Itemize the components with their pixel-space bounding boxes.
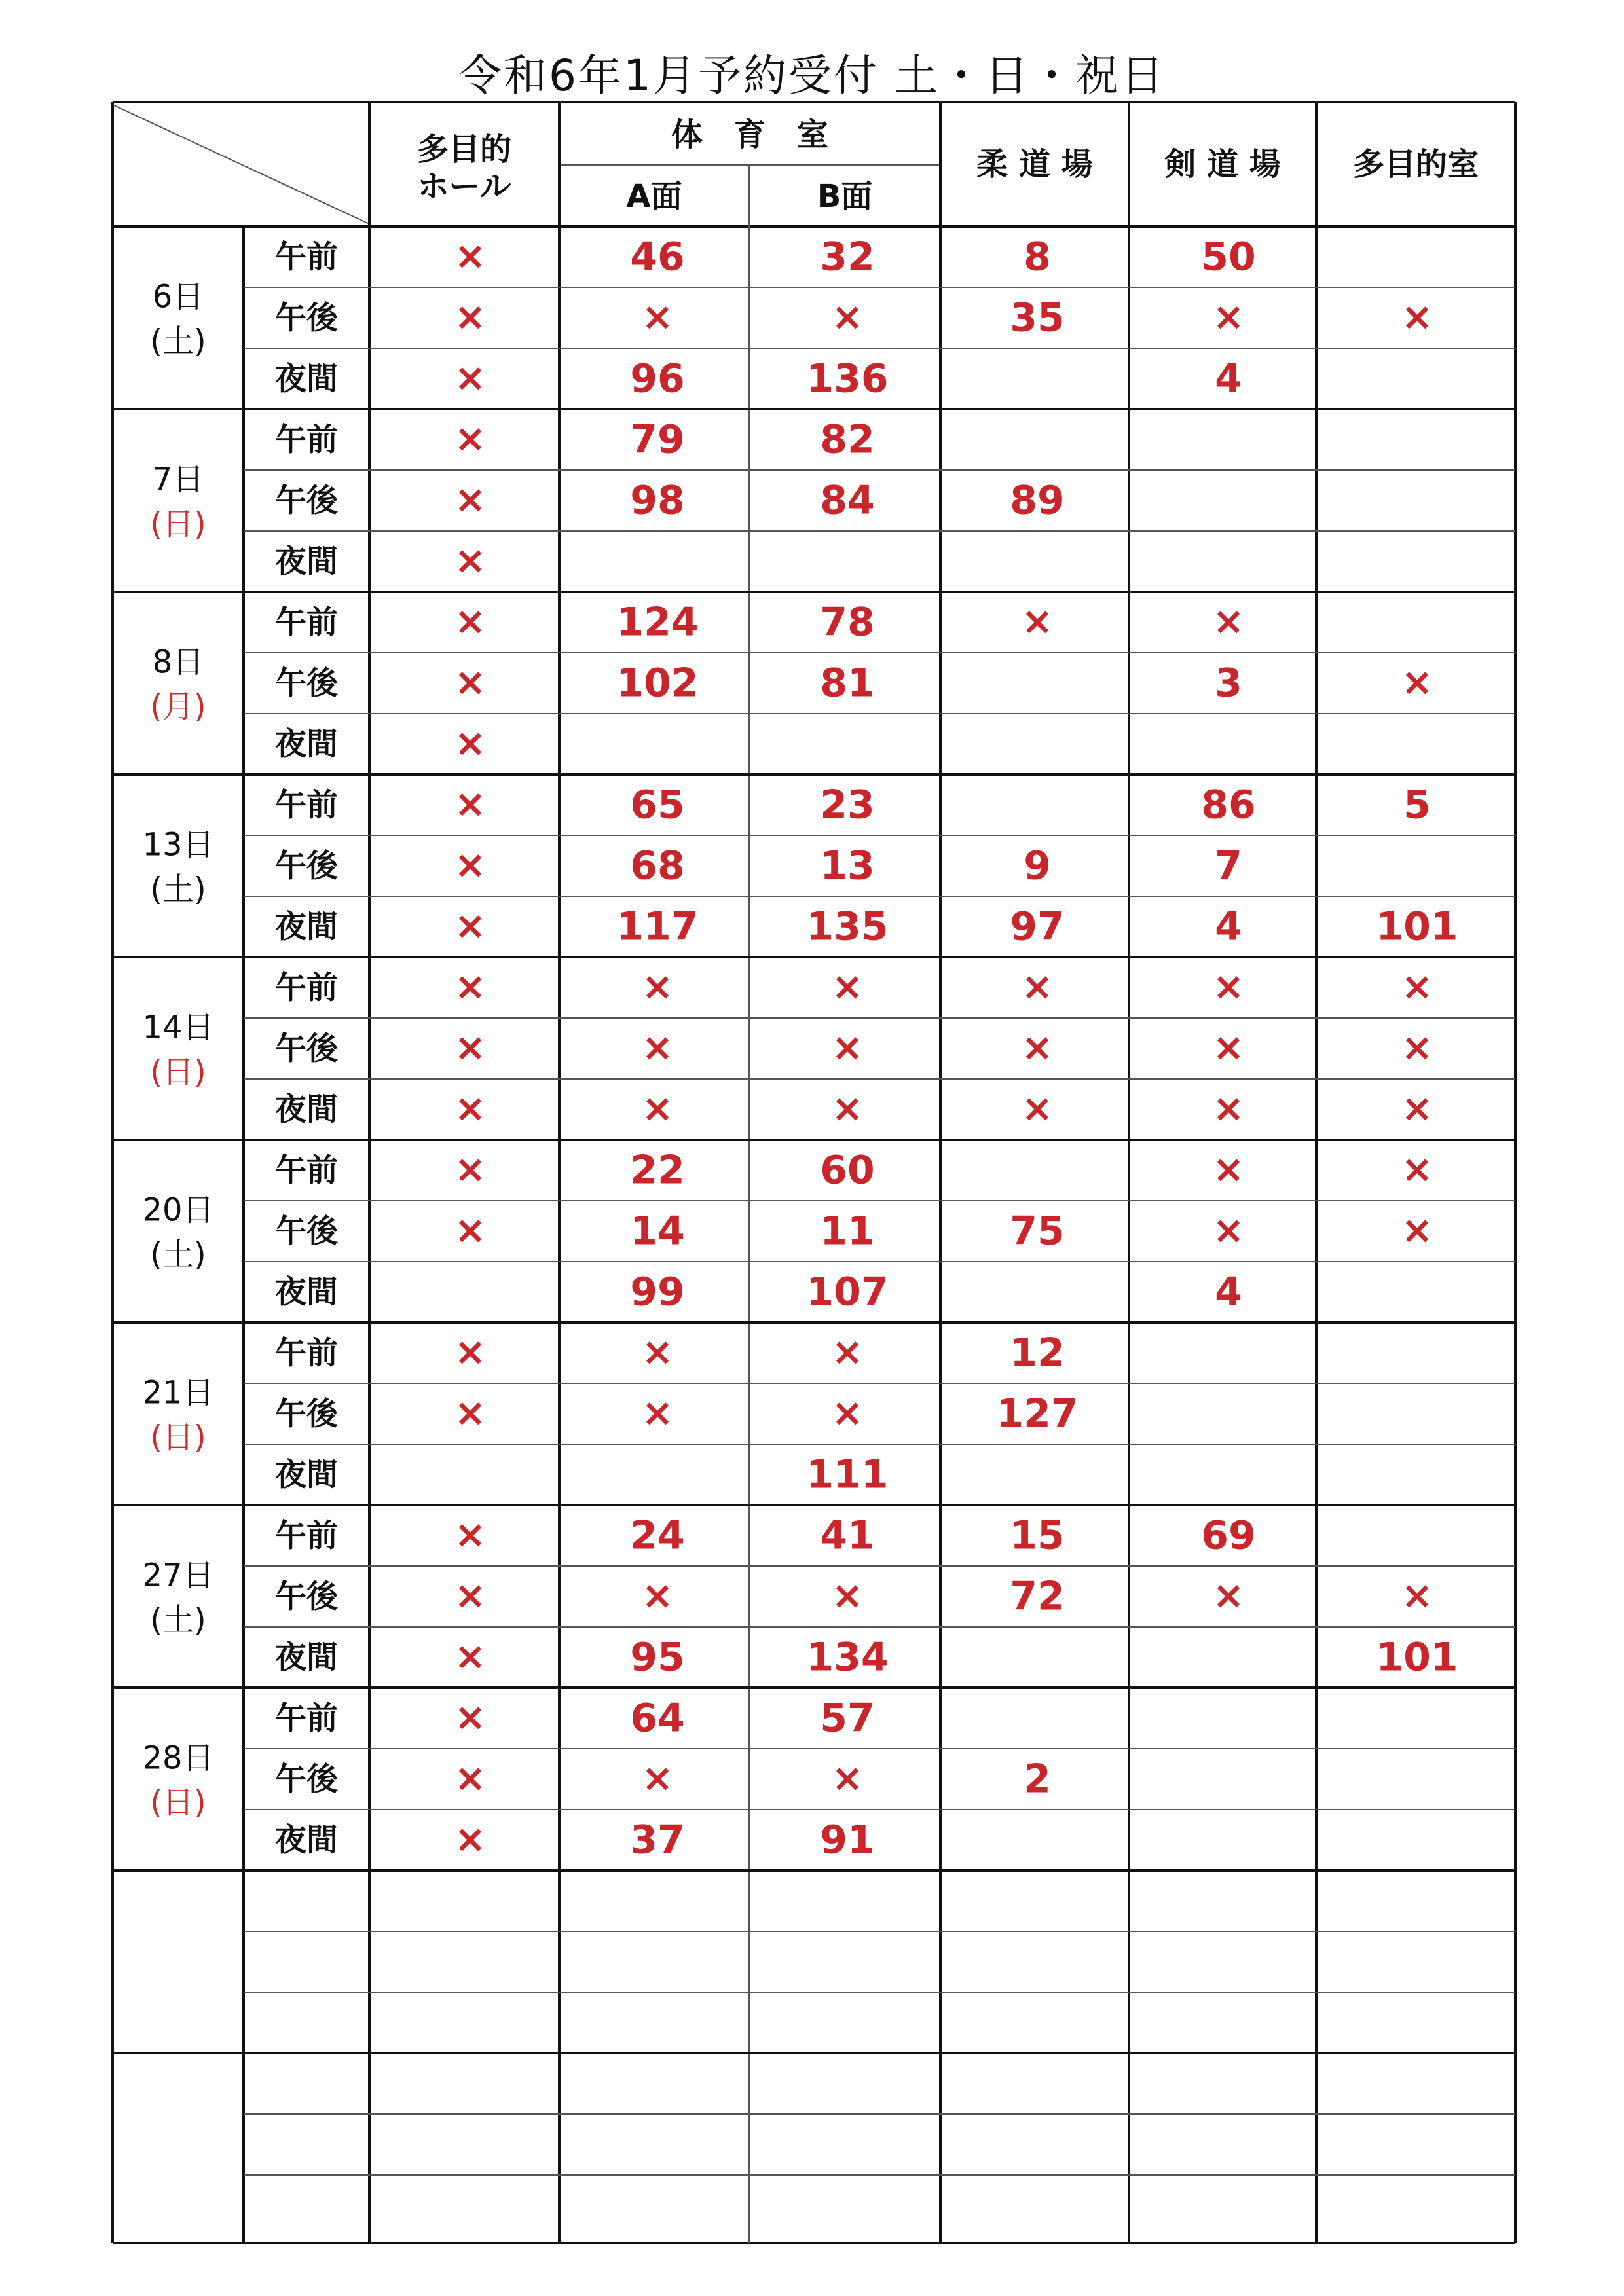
period-label: 午後 <box>274 299 339 337</box>
full-mark: × <box>454 1390 487 1435</box>
period-label: 午後 <box>274 1760 339 1798</box>
full-mark: × <box>454 659 487 704</box>
full-mark: × <box>1401 1146 1433 1192</box>
period-label: 夜間 <box>274 1456 339 1493</box>
reservation-number: 9 <box>1024 843 1051 889</box>
full-mark: × <box>1021 598 1054 644</box>
reservation-number: 4 <box>1215 355 1242 402</box>
reservation-number: 22 <box>630 1147 685 1194</box>
weekday-label: (日) <box>150 505 206 543</box>
weekday-label: (土) <box>150 1236 206 1273</box>
reservation-number: 79 <box>630 416 685 463</box>
period-label: 午後 <box>274 847 339 884</box>
reservation-number: 7 <box>1215 843 1242 889</box>
reservation-number: 101 <box>1376 1634 1458 1681</box>
full-mark: × <box>641 964 674 1009</box>
day-label: 6日 <box>152 278 204 316</box>
day-label: 27日 <box>142 1557 214 1594</box>
full-mark: × <box>1401 1025 1433 1070</box>
full-mark: × <box>454 1755 487 1800</box>
reservation-number: 135 <box>806 903 889 950</box>
full-mark: × <box>454 1573 487 1618</box>
day-label: 8日 <box>152 644 204 681</box>
table-text <box>142 117 1479 1863</box>
reservation-number: 2 <box>1024 1756 1051 1802</box>
reservation-number: 15 <box>1010 1512 1065 1559</box>
full-mark: × <box>454 598 487 644</box>
header-gym-b: B面 <box>817 178 873 215</box>
day-label: 28日 <box>142 1740 214 1777</box>
reservation-number: 95 <box>630 1634 685 1681</box>
weekday-label: (日) <box>150 1419 206 1456</box>
full-mark: × <box>1401 1573 1433 1618</box>
period-label: 夜間 <box>274 1639 339 1676</box>
period-label: 午後 <box>274 1395 339 1432</box>
period-label: 午後 <box>274 1212 339 1250</box>
full-mark: × <box>454 416 487 461</box>
full-mark: × <box>831 1755 864 1800</box>
header-gym: 体 育 室 <box>671 117 829 153</box>
full-mark: × <box>454 1694 487 1740</box>
reservation-number: 64 <box>630 1695 685 1741</box>
reservation-number: 23 <box>820 782 875 828</box>
day-label: 21日 <box>142 1374 214 1412</box>
full-mark: × <box>454 781 487 826</box>
full-mark: × <box>1021 1025 1054 1070</box>
full-mark: × <box>831 294 864 339</box>
full-mark: × <box>454 233 487 278</box>
reservation-number: 69 <box>1201 1512 1256 1559</box>
reservation-number: 89 <box>1010 477 1065 524</box>
full-mark: × <box>1212 1085 1245 1131</box>
reservation-number: 86 <box>1201 782 1256 828</box>
full-mark: × <box>641 1390 674 1435</box>
weekday-label: (土) <box>150 871 206 908</box>
full-mark: × <box>641 1025 674 1070</box>
reservation-number: 13 <box>820 843 875 889</box>
full-mark: × <box>1212 964 1245 1009</box>
weekday-label: (日) <box>150 1784 206 1821</box>
full-mark: × <box>454 1085 487 1131</box>
period-label: 夜間 <box>274 1273 339 1311</box>
reservation-number: 127 <box>996 1391 1079 1437</box>
reservation-number: 8 <box>1024 234 1051 280</box>
full-mark: × <box>454 903 487 948</box>
reservation-number: 68 <box>630 843 685 889</box>
header-multipurpose-room: 多目的室 <box>1352 146 1479 183</box>
header-diagonal <box>113 105 369 224</box>
weekday-label: (日) <box>150 1053 206 1091</box>
day-label: 7日 <box>152 461 204 498</box>
reservation-number: 35 <box>1010 295 1065 341</box>
reservation-number: 24 <box>630 1512 685 1559</box>
header-gym-a: A面 <box>626 178 682 215</box>
period-label: 夜間 <box>274 1091 339 1128</box>
reservation-number: 4 <box>1215 1269 1242 1315</box>
reservation-number: 97 <box>1010 903 1065 950</box>
reservation-number: 78 <box>820 599 875 646</box>
full-mark: × <box>641 294 674 339</box>
period-label: 午前 <box>274 1700 339 1737</box>
period-label: 午前 <box>274 421 339 458</box>
period-label: 午後 <box>274 665 339 702</box>
full-mark: × <box>831 1025 864 1070</box>
period-label: 午後 <box>274 482 339 519</box>
full-mark: × <box>1401 964 1433 1009</box>
full-mark: × <box>831 1390 864 1435</box>
reservation-number: 12 <box>1010 1330 1065 1376</box>
reservation-number: 3 <box>1215 660 1242 706</box>
reservation-number: 124 <box>616 599 699 646</box>
full-mark: × <box>454 1146 487 1192</box>
header-hall-line1: 多目的 <box>416 131 512 168</box>
full-mark: × <box>454 538 487 583</box>
full-mark: × <box>454 1329 487 1374</box>
reservation-number: 57 <box>820 1695 875 1741</box>
full-mark: × <box>641 1085 674 1131</box>
reservation-number: 99 <box>630 1269 685 1315</box>
full-mark: × <box>1401 659 1433 704</box>
full-mark: × <box>1401 1207 1433 1252</box>
reservation-number: 65 <box>630 782 685 828</box>
period-label: 夜間 <box>274 908 339 945</box>
period-label: 午前 <box>274 786 339 824</box>
reservation-number: 60 <box>820 1147 875 1194</box>
full-mark: × <box>641 1329 674 1374</box>
period-label: 午前 <box>274 1334 339 1372</box>
weekday-label: (土) <box>150 323 206 360</box>
full-mark: × <box>641 1573 674 1618</box>
full-mark: × <box>1212 294 1245 339</box>
reservation-number: 37 <box>630 1817 685 1863</box>
day-label: 20日 <box>142 1192 214 1229</box>
full-mark: × <box>454 355 487 400</box>
header-kendo: 剣 道 場 <box>1164 146 1281 183</box>
period-label: 午後 <box>274 1030 339 1067</box>
reservation-number: 84 <box>820 477 875 524</box>
day-label: 14日 <box>142 1009 214 1046</box>
full-mark: × <box>831 1085 864 1131</box>
full-mark: × <box>454 1633 487 1679</box>
reservation-number: 134 <box>806 1634 889 1681</box>
header-hall-line2: ホール <box>417 168 511 205</box>
reservation-number: 117 <box>616 903 699 950</box>
weekday-label: (土) <box>150 1601 206 1639</box>
full-mark: × <box>831 964 864 1009</box>
period-label: 午前 <box>274 1517 339 1554</box>
reservation-number: 102 <box>616 660 699 706</box>
reservation-number: 4 <box>1215 903 1242 950</box>
reservation-number: 81 <box>820 660 875 706</box>
reservation-number: 96 <box>630 355 685 402</box>
period-label: 夜間 <box>274 543 339 580</box>
full-mark: × <box>454 477 487 522</box>
full-mark: × <box>1021 1085 1054 1131</box>
full-mark: × <box>454 1816 487 1861</box>
full-mark: × <box>831 1329 864 1374</box>
full-mark: × <box>1212 1573 1245 1618</box>
period-label: 夜間 <box>274 725 339 763</box>
period-label: 午前 <box>274 1152 339 1189</box>
reservation-number: 111 <box>806 1451 889 1498</box>
full-mark: × <box>454 1512 487 1557</box>
page-title: 令和6年1月予約受付 土・日・祝日 <box>458 50 1166 101</box>
reservation-number: 98 <box>630 477 685 524</box>
reservation-number: 50 <box>1201 234 1256 280</box>
reservation-number: 101 <box>1376 903 1458 950</box>
period-label: 夜間 <box>274 1821 339 1859</box>
period-label: 夜間 <box>274 360 339 397</box>
full-mark: × <box>1401 1085 1433 1131</box>
period-label: 午前 <box>274 238 339 276</box>
period-label: 午前 <box>274 969 339 1006</box>
full-mark: × <box>1212 1025 1245 1070</box>
day-label: 13日 <box>142 826 214 864</box>
full-mark: × <box>454 1207 487 1252</box>
period-label: 午後 <box>274 1578 339 1615</box>
reservation-number: 46 <box>630 234 685 280</box>
full-mark: × <box>1021 964 1054 1009</box>
reservation-number: 11 <box>820 1208 875 1254</box>
full-mark: × <box>454 1025 487 1070</box>
full-mark: × <box>1401 294 1433 339</box>
full-mark: × <box>454 294 487 339</box>
reservation-number: 136 <box>806 355 889 402</box>
reservation-number: 14 <box>630 1208 685 1254</box>
reservation-number: 32 <box>820 234 875 280</box>
period-label: 午前 <box>274 604 339 641</box>
reservation-number: 91 <box>820 1817 875 1863</box>
reservation-number: 75 <box>1010 1208 1065 1254</box>
reservation-number: 41 <box>820 1512 875 1559</box>
reservation-number: 72 <box>1010 1573 1065 1620</box>
full-mark: × <box>831 1573 864 1618</box>
header-judo: 柔 道 場 <box>976 146 1093 183</box>
weekday-label: (月) <box>150 688 206 725</box>
reservation-number: 107 <box>806 1269 889 1315</box>
full-mark: × <box>1212 1207 1245 1252</box>
full-mark: × <box>454 964 487 1009</box>
full-mark: × <box>641 1755 674 1800</box>
full-mark: × <box>454 842 487 887</box>
reservation-number: 82 <box>820 416 875 463</box>
full-mark: × <box>1212 1146 1245 1192</box>
full-mark: × <box>1212 598 1245 644</box>
full-mark: × <box>454 720 487 765</box>
reservation-number: 5 <box>1403 782 1431 828</box>
